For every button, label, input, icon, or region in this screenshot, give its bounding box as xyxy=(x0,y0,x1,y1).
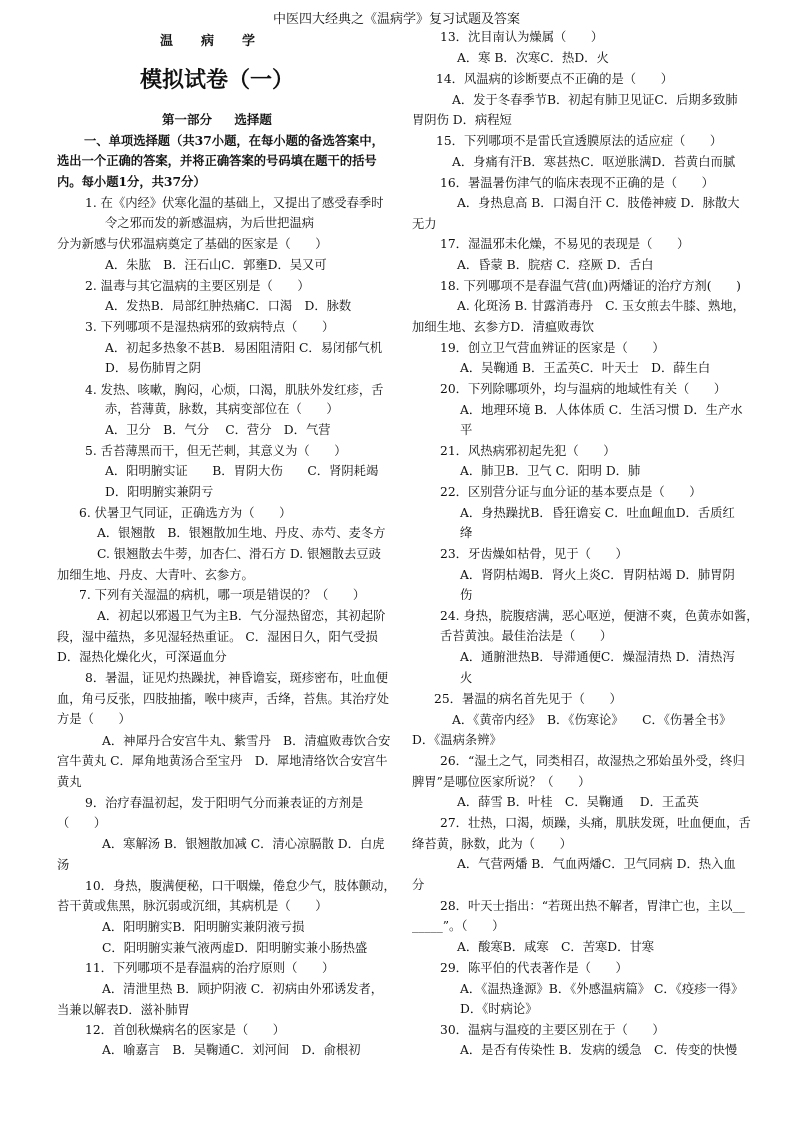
question-text-line: 17．湿温邪未化燥，不易见的表现是（ ） xyxy=(440,237,690,251)
question-text-line: 黄丸 xyxy=(57,775,82,789)
question-text-line: 6. 伏暑卫气同证，正确选方为（ ） xyxy=(79,506,292,520)
question-text-line: A．喻嘉言 B．吴鞠通C．刘河间 D．俞根初 xyxy=(102,1043,361,1057)
question-text-line: 21．风热病邪初起先犯（ ） xyxy=(440,444,616,458)
question-text-line: 当兼以解表D．滋补肺胃 xyxy=(57,1003,190,1017)
question-text-line: 5. 舌苔薄黑而干，但无芒刺，其意义为（ ） xyxy=(85,444,347,458)
question-text-line: 28．叶天士指出：“若斑出热不解者，胃津亡也，主以__ xyxy=(440,899,745,913)
question-text-line: D．易伤肺胃之阴 xyxy=(105,361,201,375)
question-text-line: 30．温病与温疫的主要区别在于（ ） xyxy=(440,1023,665,1037)
question-text-line: 9．治疗春温初起，发于阳明气分而兼表证的方剂是 xyxy=(85,796,364,810)
question-text-line: D．《时病论》 xyxy=(460,1002,538,1016)
document-header: 中医四大经典之《温病学》复习试题及答案 xyxy=(272,11,520,26)
question-text-line: A. 化斑汤 B. 甘露消毒丹 C. 玉女煎去牛膝、熟地， xyxy=(457,299,745,313)
question-text-line: 16．暑温暑伤津气的临床表现不正确的是（ ） xyxy=(440,176,714,190)
question-text-line: 分为新感与伏邪温病奠定了基础的医家是（ ） xyxy=(57,237,328,251)
question-text-line: A．身热躁扰B．昏狂谵妄 C．吐血衄血D．舌质红 xyxy=(460,506,735,520)
question-text-line: 25．暑温的病名首先见于（ ） xyxy=(434,692,622,706)
question-text-line: 令之邪而发的新感温病，为后世把温病 xyxy=(105,216,315,230)
question-text-line: A．银翘散 B．银翘散加生地、丹皮、赤芍、麦冬方 xyxy=(97,526,386,540)
question-text-line: 15．下列哪项不是雷氏宣透膜原法的适应症（ ） xyxy=(436,134,723,148)
question-text-line: A．昏蒙 B．脘痞 C．痉厥 D．舌白 xyxy=(457,258,654,272)
question-text-line: 舌苔黄浊。最佳治法是（ ） xyxy=(440,629,613,643)
question-text-line: 分 xyxy=(412,878,425,892)
question-text-line: A．薛雪 B．叶桂 C．吴鞠通 D．王孟英 xyxy=(457,795,699,809)
question-text-line: _____”。（ ） xyxy=(412,919,505,933)
question-text-line: 段，湿中蕴热，多见湿轻热重证。 C．湿困日久，阳气受损 xyxy=(57,630,378,644)
question-text-line: 11．下列哪项不是春温病的治疗原则（ ） xyxy=(85,961,335,975)
question-text-line: 22．区别营分证与血分证的基本要点是（ ） xyxy=(440,485,702,499)
question-text-line: A．朱肱 B．汪石山C．郭壅D．吴又可 xyxy=(105,258,327,272)
question-text-line: 23．牙齿燥如枯骨，见于（ ） xyxy=(440,547,628,561)
question-text-line: C．阳明腑实兼气液两虚D．阳明腑实兼小肠热盛 xyxy=(102,941,368,955)
question-text-line: A．地理环境 B．人体体质 C．生活习惯 D．生产水 xyxy=(460,403,743,417)
question-text-line: （ ） xyxy=(57,816,107,830)
question-text-line: A．卫分 B．气分 C．营分 D．气营 xyxy=(105,423,331,437)
question-text-line: D．湿热化燥化火，可深逼血分 xyxy=(57,650,227,664)
question-text-line: A．神犀丹合安宫牛丸、紫雪丹 B．清瘟败毒饮合安 xyxy=(102,734,391,748)
question-text-line: A．酸寒B．咸寒 C．苦寒D．甘寒 xyxy=(457,940,655,954)
question-text-line: 10．身热，腹满便秘，口干咽燥，倦怠少气，肢体颤动， xyxy=(85,879,396,893)
question-text-line: A．身热息高 B．口渴自汗 C．肢倦神疲 D．脉散大 xyxy=(457,196,740,210)
question-text-line: 平 xyxy=(460,423,473,437)
question-text-line: A．阳明腑实证 B．胃阴大伤 C．肾阴耗竭 xyxy=(105,464,379,478)
exam-title: 模拟试卷（一） xyxy=(140,67,295,93)
question-text-line: D．阳明腑实兼阴亏 xyxy=(105,485,214,499)
question-text-line: 方是（ ） xyxy=(57,712,131,726)
question-text-line: A．吴鞠通 B．王孟英C．叶天士 D．薛生白 xyxy=(460,361,711,375)
question-text-line: 18. 下列哪项不是春温气营(血)两燔证的治疗方剂( ) xyxy=(440,279,741,293)
question-text-line: D．《温病条辨》 xyxy=(412,733,502,747)
question-text-line: A．《黄帝内经》 B．《伤寒论》 C．《伤暑全书》 xyxy=(452,713,732,727)
section-instruction-line: 选出一个正确的答案，并将正确答案的号码填在题干的括号 xyxy=(57,153,377,168)
question-text-line: 12．首创秋燥病名的医家是（ ） xyxy=(85,1023,286,1037)
question-text-line: A．寒 B．次寒C．热D．火 xyxy=(457,51,609,65)
question-text-line: 火 xyxy=(460,671,473,685)
question-text-line: 24. 身热，脘腹痞满，恶心呕逆，便溏不爽，色黄赤如酱， xyxy=(440,609,759,623)
question-text-line: A．发于冬春季节B．初起有肺卫见证C．后期多致肺 xyxy=(452,93,738,107)
question-text-line: 20．下列除哪项外，均与温病的地域性有关（ ） xyxy=(440,382,727,396)
question-text-line: 苔干黄或焦黑，脉沉弱或沉细，其病机是（ ） xyxy=(57,899,328,913)
question-text-line: 宫牛黄丸 C．犀角地黄汤合至宝丹 D．犀地清络饮合安宫牛 xyxy=(57,754,388,768)
question-text-line: A．初起多热象不甚B．易困阻清阳 C．易闭郁气机 xyxy=(105,341,383,355)
question-text-line: 4. 发热、咳嗽，胸闷，心烦，口渴，肌肤外发红疹，舌 xyxy=(85,383,384,397)
question-text-line: 绛 xyxy=(460,526,473,540)
question-text-line: 8．暑温，证见灼热躁扰，神昏谵妄，斑疹密布，吐血便 xyxy=(85,671,388,685)
question-text-line: 汤 xyxy=(57,858,70,872)
question-text-line: A．《温热逢源》B．《外感温病篇》 C．《疫疹一得》 xyxy=(460,982,744,996)
question-text-line: 7. 下列有关湿温的病机，哪一项是错误的？（ ） xyxy=(79,588,366,602)
question-text-line: 14．风温病的诊断要点不正确的是（ ） xyxy=(436,72,673,86)
question-text-line: A．肺卫B．卫气 C．阳明 D．肺 xyxy=(460,464,641,478)
question-text-line: 3. 下列哪项不是湿热病邪的致病特点（ ） xyxy=(85,320,335,334)
question-text-line: 29．陈平伯的代表著作是（ ） xyxy=(440,961,628,975)
question-text-line: 血，角弓反张，四肢抽搐，喉中痰声，舌绛，苔焦。其治疗处 xyxy=(57,692,390,706)
question-text-line: 2. 温毒与其它温病的主要区别是（ ） xyxy=(85,279,310,293)
question-text-line: A．清泄里热 B．顾护阴液 C．初病由外邪诱发者， xyxy=(102,982,384,996)
question-text-line: A．初起以邪遏卫气为主B．气分湿热留恋，其初起阶 xyxy=(97,609,386,623)
question-text-line: 加细生地、玄参方D．清瘟败毒饮 xyxy=(412,320,595,334)
question-text-line: A．气营两燔 B．气血两燔C．卫气同病 D．热入血 xyxy=(457,857,736,871)
question-text-line: 26．“湿土之气，同类相召，故湿热之邪始虽外受，终归 xyxy=(440,754,745,768)
question-text-line: A．身痛有汗B．寒甚热C．呕逆胀满D．苔黄白而腻 xyxy=(452,155,736,169)
question-text-line: 27．壮热，口渴，烦躁，头痛，肌肤发斑，吐血便血，舌 xyxy=(440,816,751,830)
question-text-line: 19．创立卫气营血辨证的医家是（ ） xyxy=(440,341,665,355)
question-text-line: A．阳明腑实B．阳明腑实兼阴液亏损 xyxy=(102,920,305,934)
question-text-line: 无力 xyxy=(412,217,437,231)
question-text-line: 胃阴伤 D．病程短 xyxy=(412,113,512,127)
question-text-line: A．通腑泄热B．导滞通便C．燥湿清热 D．清热泻 xyxy=(460,650,735,664)
section-instruction-line: 一、单项选择题（共37小题，在每小题的备选答案中， xyxy=(84,133,384,148)
question-text-line: C. 银翘散去牛蒡，加杏仁、滑石方 D. 银翘散去豆豉 xyxy=(97,547,381,561)
question-text-line: 13．沈目南认为燥属（ ） xyxy=(440,30,604,44)
question-text-line: 1. 在《内经》伏寒化温的基础上，又提出了感受春季时 xyxy=(85,196,384,210)
question-text-line: A．肾阴枯竭B．肾火上炎C．胃阴枯竭 D．肺胃阴 xyxy=(460,568,735,582)
question-text-line: 绛苔黄，脉数，此为（ ） xyxy=(412,837,572,851)
question-text-line: A．发热B．局部红肿热痛C．口渴 D．脉数 xyxy=(105,299,352,313)
question-text-line: 伤 xyxy=(460,588,473,602)
question-text-line: 赤，苔薄黄，脉数，其病变部位在（ ） xyxy=(105,402,339,416)
section-instruction-line: 内。每小题1分，共37分） xyxy=(57,174,206,189)
subject-title: 温病学 xyxy=(160,34,284,49)
part-title: 第一部分 选择题 xyxy=(162,112,272,127)
question-text-line: 加细生地、丹皮、大青叶、玄参方。 xyxy=(57,568,254,582)
question-text-line: A．寒解汤 B．银翘散加减 C．清心凉膈散 D．白虎 xyxy=(102,837,385,851)
question-text-line: A．是否有传染性 B．发病的缓急 C．传变的快慢 xyxy=(460,1043,738,1057)
question-text-line: 脾胃”是哪位医家所说？（ ） xyxy=(412,775,591,789)
